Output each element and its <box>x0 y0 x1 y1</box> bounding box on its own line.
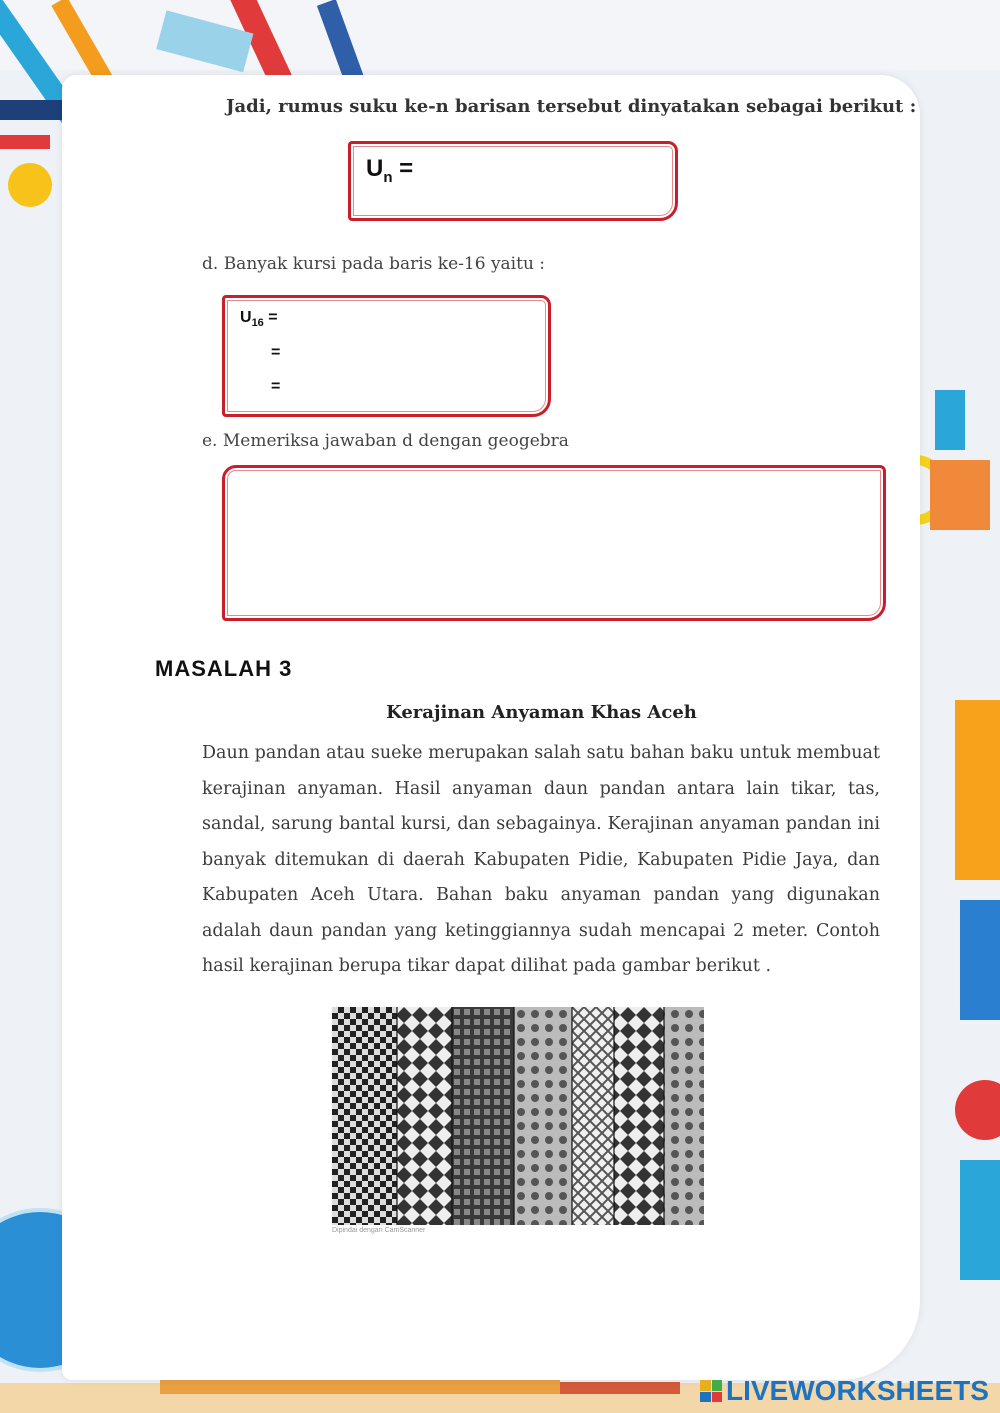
geogebra-answer-box[interactable] <box>222 465 886 621</box>
liveworksheets-brand[interactable] <box>700 1375 989 1407</box>
section-subtitle: Kerajinan Anyaman Khas Aceh <box>386 702 697 723</box>
photo-caption: Dipindai dengan CamScanner <box>332 1227 426 1234</box>
question-e: e. Memeriksa jawaban d dengan geogebra <box>202 431 569 451</box>
liveworksheets-logo-icon <box>700 1380 722 1402</box>
u16-base: U <box>240 309 252 326</box>
u16-subscript: 16 <box>251 317 264 330</box>
formula-intro-text: Jadi, rumus suku ke-n barisan tersebut dinyatakan sebagai berikut : <box>226 96 917 117</box>
woven-mats-photo <box>332 1007 704 1225</box>
un-label <box>366 155 413 186</box>
problem-paragraph: Daun pandan atau sueke merupakan salah satu bahan baku untuk membuat kerajinan anyaman. Hasil anyaman daun pandan antara lain tikar, tas, sandal, sarung bantal kursi, dan sebagainya. Kerajinan anyaman pandan ini banyak ditemukan di daerah Kabupaten Pidie, Kabupaten Pidie Jaya, dan Kabupaten Aceh Utara. Bahan baku anyaman pandan yang digunakan adalah daun pandan yang ketinggiannya sudah mencapai 2 meter. Contoh hasil kerajinan berupa tikar dapat dilihat pada gambar berikut . <box>202 743 880 976</box>
u16-equals: = <box>263 309 278 326</box>
brand-text: LIVEWORKSHEETS <box>726 1375 989 1406</box>
u16-line-2: = <box>271 344 281 361</box>
u16-label <box>240 309 278 329</box>
woven-mats-illustration <box>332 1007 704 1225</box>
un-base: U <box>366 155 384 182</box>
un-equals: = <box>392 155 414 182</box>
u16-line-3: = <box>271 378 281 395</box>
un-subscript: n <box>383 168 393 186</box>
masalah-title: MASALAH 3 <box>155 656 293 681</box>
question-d: d. Banyak kursi pada baris ke-16 yaitu : <box>202 254 546 274</box>
